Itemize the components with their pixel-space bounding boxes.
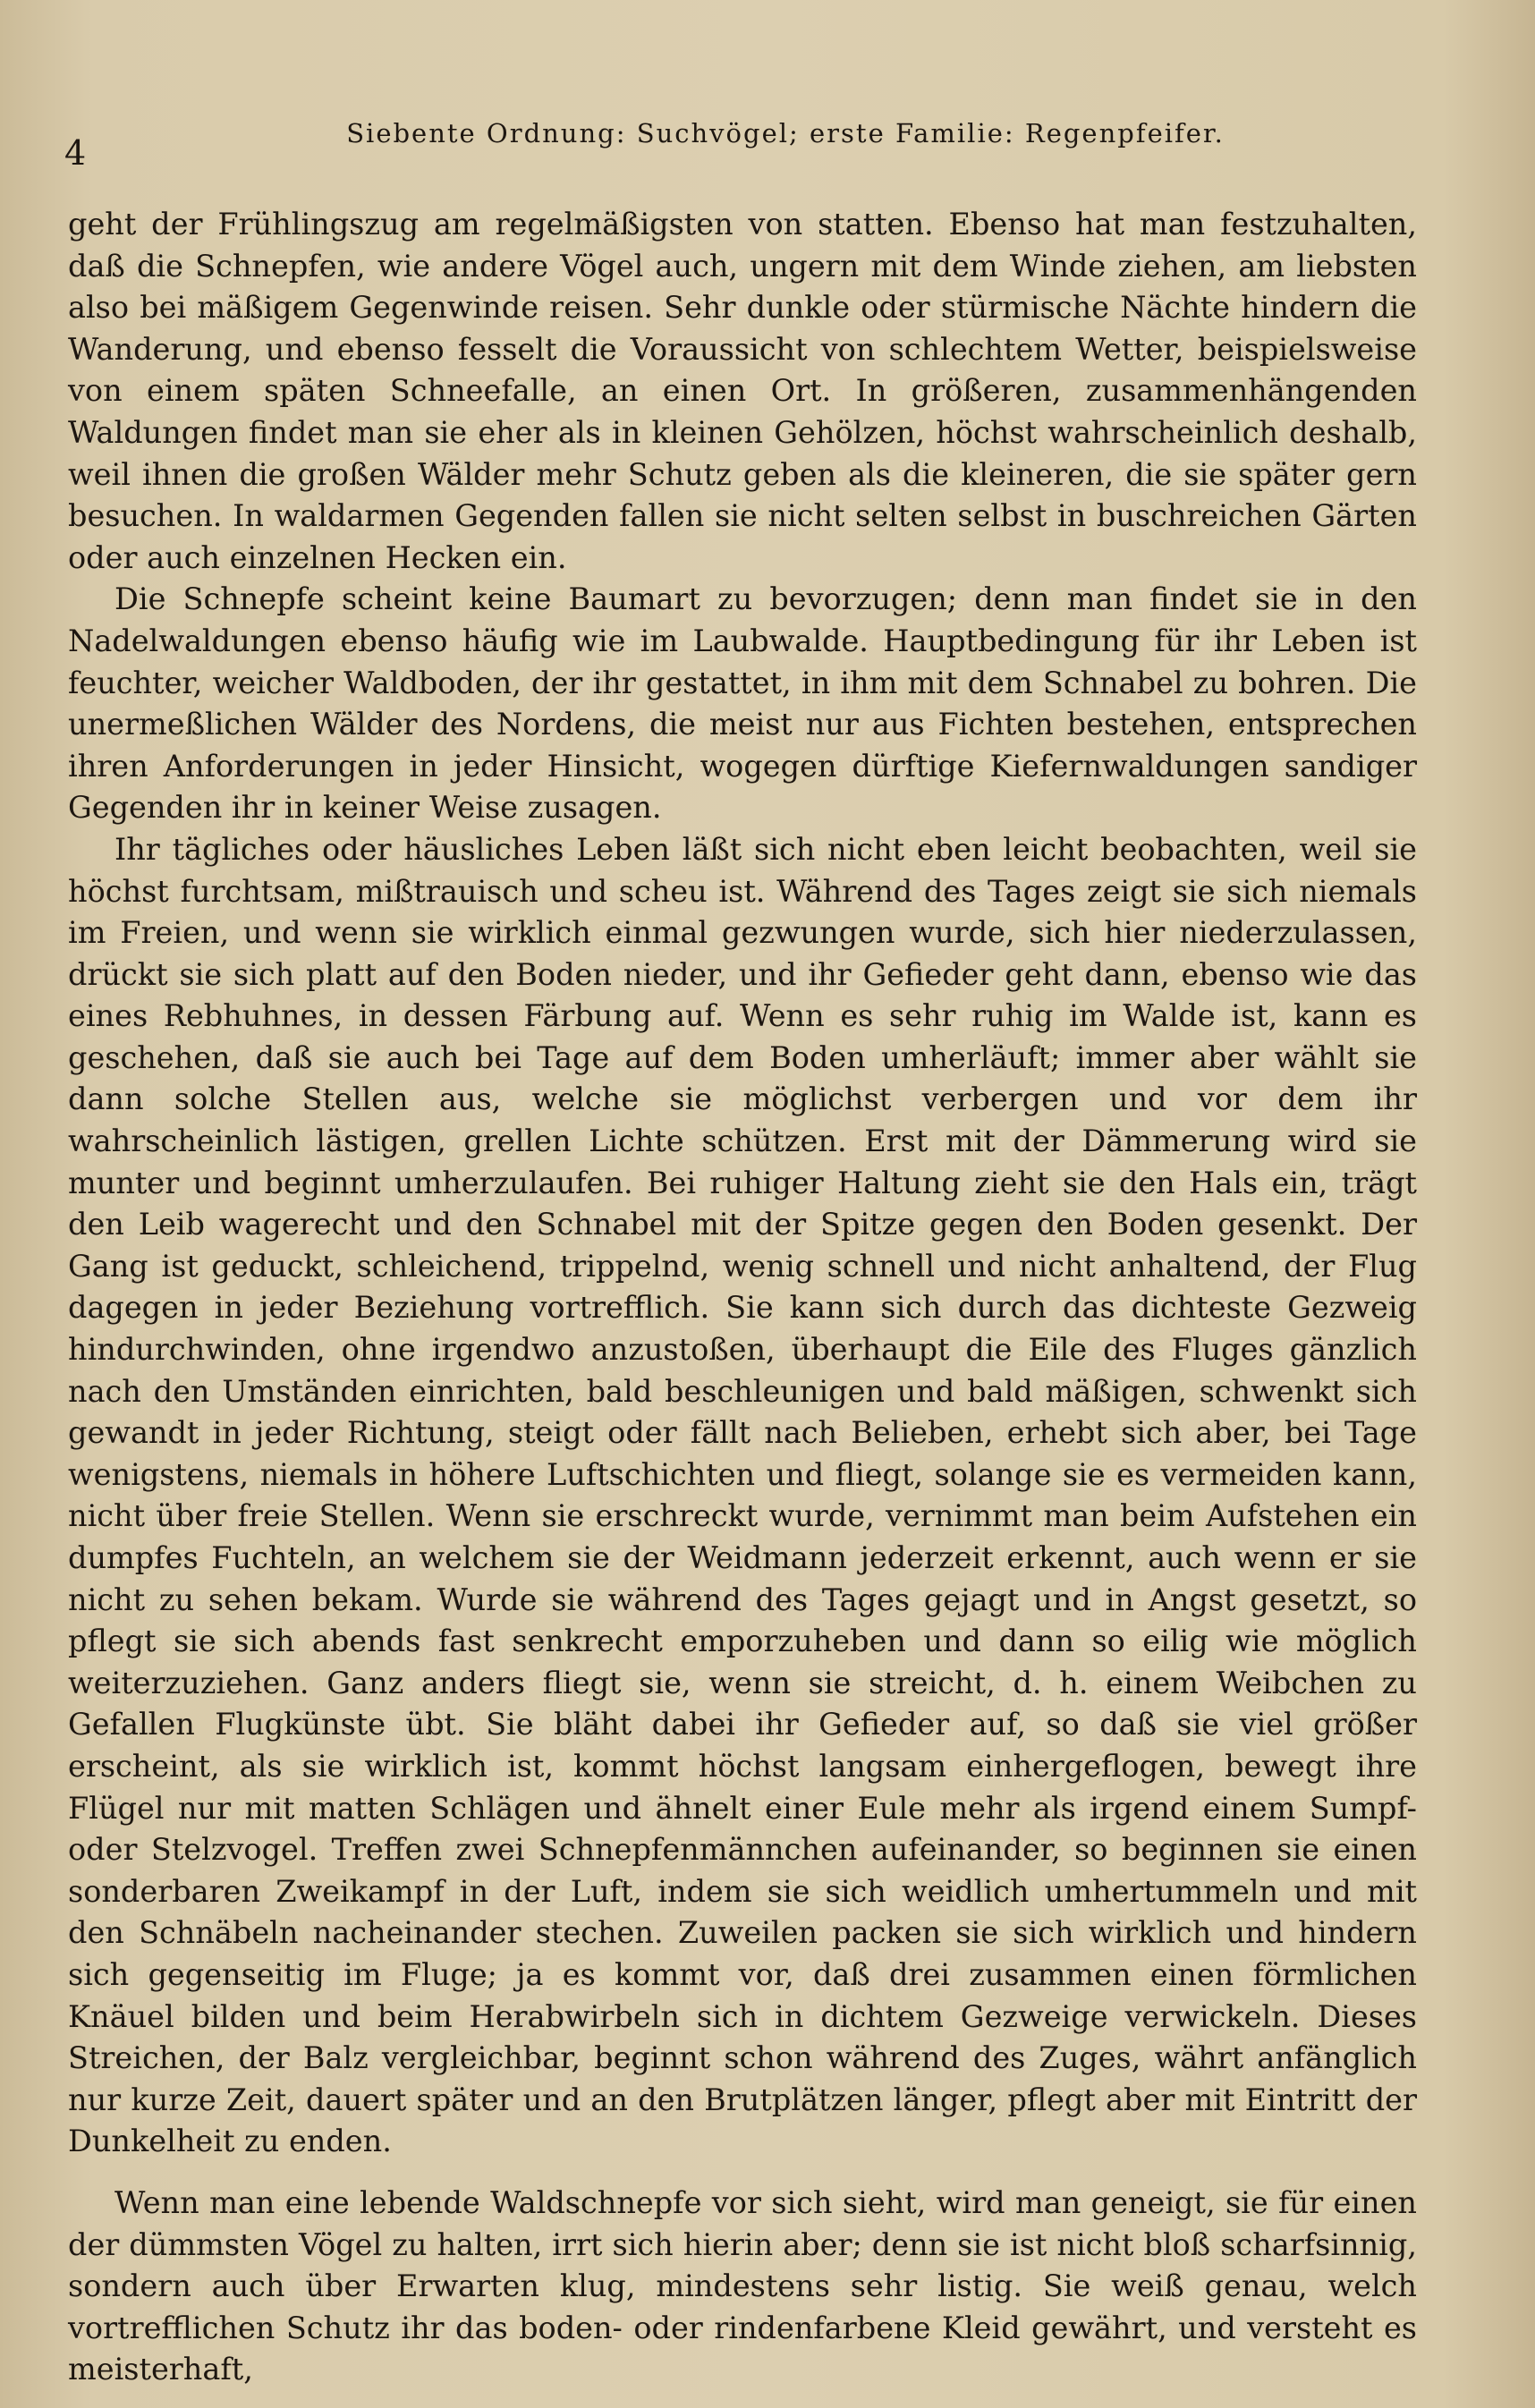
body-text [68, 204, 1417, 2391]
running-header: Siebente Ordnung: Suchvögel; erste Familie: Regenpfeifer. [346, 118, 1225, 148]
page-number: 4 [64, 133, 87, 173]
paragraph-4: Wenn man eine lebende Waldschnepfe vor sich sieht, wird man geneigt, sie für einen der dümmsten Vögel zu halten, irrt sich hierin aber; denn sie ist nicht bloß scharfsinnig, sondern auch über Erwarten klug, mindestens sehr listig. Sie weiß genau, welch vortrefflichen Schutz ihr das boden- oder rindenfarbene Kleid gewährt, und versteht es meisterhaft, [68, 2184, 1417, 2387]
paragraph-3: Ihr tägliches oder häusliches Leben läßt sich nicht eben leicht beobachten, weil sie höchst furchtsam, mißtrauisch und scheu ist. Während des Tages zeigt sie sich niemals im Freien, und wenn sie wirklich einmal gezwungen wurde, sich hier niederzulassen, drückt sie sich platt auf den Boden nieder, und ihr Gefieder geht dann, ebenso wie das eines Rebhuhnes, in dessen Färbung auf. Wenn es sehr ruhig im Walde ist, kann es geschehen, daß sie auch bei Tage auf dem Boden umherläuft; immer aber wählt sie dann solche Stellen aus, welche sie möglichst verbergen und vor dem ihr wahrscheinlich lästigen, grellen Lichte schützen. Erst mit der Dämmerung wird sie munter und beginnt umherzulaufen. Bei ruhiger Haltung zieht sie den Hals ein, trägt den Leib wagerecht und den Schnabel mit der Spitze gegen den Boden gesenkt. Der Gang ist geduckt, schleichend, trippelnd, wenig schnell und nicht anhaltend, der Flug dagegen in jeder Beziehung vortrefflich. Sie kann sich durch das dichteste Gezweig hindurchwinden, ohne irgendwo anzustoßen, überhaupt die Eile des Fluges gänzlich nach den Umständen einrichten, bald beschleunigen und bald mäßigen, schwenkt sich gewandt in jeder Richtung, steigt oder fällt nach Belieben, erhebt sich aber, bei Tage wenigstens, niemals in höhere Luftschichten und fliegt, solange sie es vermeiden kann, nicht über freie Stellen. Wenn sie erschreckt wurde, vernimmt man beim Aufstehen ein dumpfes Fuchteln, an welchem sie der Weidmann jederzeit erkennt, auch wenn er sie nicht zu sehen bekam. Wurde sie während des Tages gejagt und in Angst gesetzt, so pflegt sie sich abends fast senkrecht emporzuheben und dann so eilig wie möglich weiterzuziehen. Ganz anders fliegt sie, wenn sie streicht, d. h. einem Weibchen zu Gefallen Flugkünste übt. Sie bläht dabei ihr Gefieder auf, so daß sie viel größer erscheint, als sie wirklich ist, kommt höchst langsam einhergeflogen, bewegt ihre Flügel nur mit matten Schlägen und ähnelt einer Eule mehr als irgend einem Sumpf- oder Stelzvogel. Treffen zwei Schnepfenmännchen aufeinander, so beginnen sie einen sonderbaren Zweikampf in der Luft, indem sie sich weidlich umhertummeln und mit den Schnäbeln nacheinander stechen. Zuweilen packen sie sich wirklich und hindern sich gegenseitig im Fluge; ja es kommt vor, daß drei zusammen einen förmlichen Knäuel bilden und beim Herabwirbeln sich in dichtem Gezweige verwickeln. Dieses Streichen, der Balz vergleichbar, beginnt schon während des Zuges, währt anfänglich nur kurze Zeit, dauert später und an den Brutplätzen länger, pflegt aber mit Eintritt der Dunkelheit zu enden. [68, 831, 1417, 2159]
paragraph-1: geht der Frühlingszug am regelmäßigsten von statten. Ebenso hat man festzuhalten, daß die Schnepfen, wie andere Vögel auch, ungern mit dem Winde ziehen, am liebsten also bei mäßigem Gegenwinde reisen. Sehr dunkle oder stürmische Nächte hindern die Wanderung, und ebenso fesselt die Voraussicht von schlechtem Wetter, beispielsweise von einem späten Schneefalle, an einen Ort. In größeren, zusammenhängenden Waldungen findet man sie eher als in kleinen Gehölzen, höchst wahrscheinlich deshalb, weil ihnen die großen Wälder mehr Schutz geben als die kleineren, die sie später gern besuchen. In waldarmen Gegenden fallen sie nicht selten selbst in buschreichen Gärten oder auch einzelnen Hecken ein. [68, 207, 1417, 575]
paragraph-2: Die Schnepfe scheint keine Baumart zu bevorzugen; denn man findet sie in den Nadelwaldungen ebenso häufig wie im Laubwalde. Hauptbedingung für ihr Leben ist feuchter, weicher Waldboden, der ihr gestattet, in ihm mit dem Schnabel zu bohren. Die unermeßlichen Wälder des Nordens, die meist nur aus Fichten bestehen, entsprechen ihren Anforderungen in jeder Hinsicht, wogegen dürftige Kiefernwaldungen sandiger Gegenden ihr in keiner Weise zusagen. [68, 581, 1417, 826]
